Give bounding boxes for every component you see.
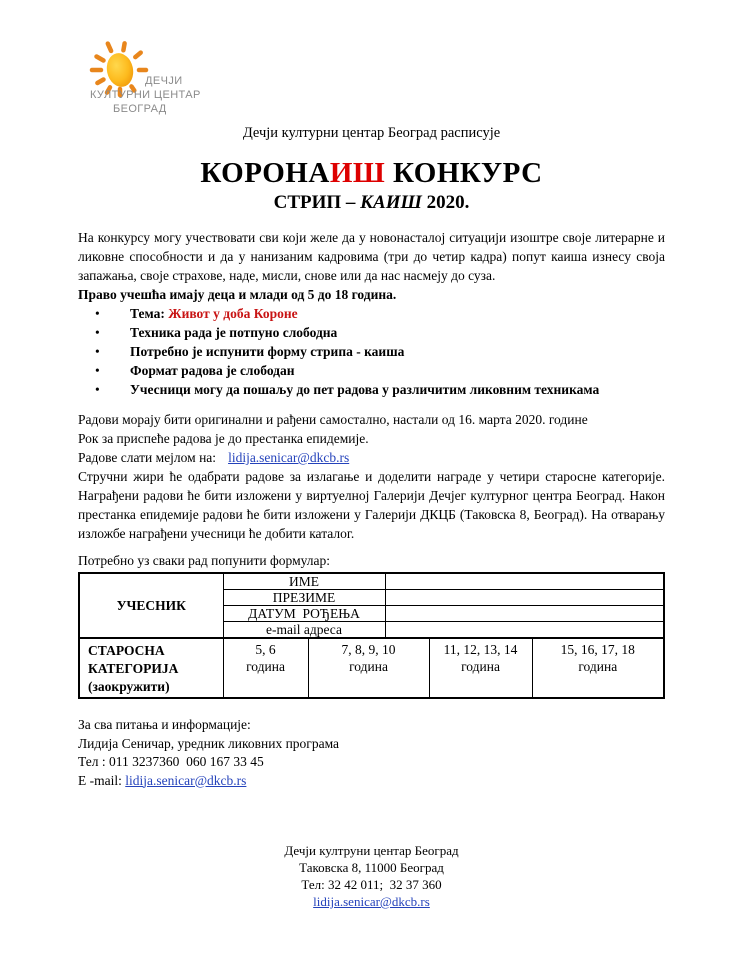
intro-paragraph: На конкурсу могу учествовати сви који желе да у новонасталој ситуацији изоштре своје литерарне и ликовне способности и да у нанизаним кадровима (три до четир кадра) попут каиша изнесу своја запажања, своје страхове, наде, мисли, снове или да нас насмеју до суза.	[78, 230, 665, 283]
age-group-cell	[429, 638, 532, 697]
logo-line-2: КУЛТУРНИ ЦЕНТАР	[90, 89, 201, 101]
age-category-table	[80, 637, 663, 697]
field-label-cell: ДАТУМ РОЂЕЊА	[223, 606, 385, 622]
list-item-theme	[78, 304, 665, 323]
footer-line-1: Дечји култруни центар Београд	[284, 843, 459, 858]
age-group-unit: година	[461, 658, 500, 674]
age-group-cell	[532, 638, 663, 697]
title-part-black-2: КОНКУРС	[385, 157, 543, 189]
list-item-text: Потребно је испунити форму стрипа - каиша	[130, 344, 405, 359]
field-label-cell: e-mail адреса	[223, 622, 385, 638]
submission-info	[78, 410, 665, 467]
contact-line-2: Лидија Сеничар, уредник ликовних програма	[78, 735, 340, 751]
age-group-unit: година	[578, 658, 618, 674]
age-group-cell	[223, 638, 308, 697]
footer-line-2: Таковска 8, 11000 Београд	[299, 860, 444, 875]
title-part-black-1: КОРОНА	[200, 157, 330, 189]
age-category-label-line: (заокружити)	[88, 679, 170, 694]
field-value-cell	[385, 590, 663, 606]
list-item-text: Техника рада је потпуно слободна	[130, 325, 338, 340]
eligibility-heading: Право учешћа имају деца и млади од 5 до 18 година.	[78, 287, 397, 302]
participant-header-cell: УЧЕСНИК	[80, 574, 223, 637]
list-item	[78, 342, 665, 361]
bullet-icon: •	[95, 363, 100, 378]
submission-email-label: Радове слати мејлом на:	[78, 450, 217, 465]
contest-title	[78, 155, 665, 191]
list-item-text: Формат радова је слободан	[130, 363, 295, 378]
list-item	[78, 323, 665, 342]
theme-value: Живот у доба Короне	[168, 306, 298, 321]
field-value-cell	[385, 622, 663, 638]
bullet-icon: •	[95, 325, 100, 340]
bullet-icon: •	[95, 382, 100, 397]
age-group-ages: 5, 6	[255, 642, 276, 657]
list-item	[78, 380, 665, 399]
bullet-icon: •	[95, 344, 100, 359]
rules-list	[78, 304, 665, 399]
jury-paragraph: Стручни жири ће одабрати радове за излагање и доделити награде у четири старосне категорије. Награђени радови ће бити изложени у виртуелној Галерији Дечјег културног центра Београд. Након престанка епидемије радови ће бити изложени у Галерији ДКЦБ (Таковска 8, Београд). На отварању изложбе награђени учесници ће добити каталог.	[78, 469, 665, 541]
contact-email-line	[78, 772, 665, 791]
field-value-cell	[385, 574, 663, 590]
contact-line-1: За сва питања и информације:	[78, 717, 251, 732]
age-group-ages: 7, 8, 9, 10	[341, 642, 396, 657]
participant-table	[80, 574, 663, 637]
contact-phone-line: Тел : 011 3237360 060 167 33 45	[78, 754, 264, 769]
footer-email-line	[78, 893, 665, 910]
age-group-unit: година	[246, 658, 285, 674]
contact-info	[78, 716, 665, 790]
submission-line-2: Рок за приспеће радова је до престанка епидемије.	[78, 431, 369, 446]
list-item	[78, 361, 665, 380]
table-row	[80, 574, 663, 590]
title-part-red: ИШ	[329, 157, 386, 189]
subtitle-part-3: 2020.	[421, 192, 470, 213]
age-group-cell	[308, 638, 429, 697]
logo-line-3: БЕОГРАД	[113, 103, 167, 115]
submission-line-1: Радови морају бити оригинални и рађени самостално, настали од 16. марта 2020. године	[78, 412, 588, 427]
field-label-cell: ПРЕЗИМЕ	[223, 590, 385, 606]
contact-email-label: Е -mail:	[78, 772, 126, 788]
list-item-text: Учесници могу да пошаљу до пет радова у различитим ликовним техникама	[130, 382, 600, 397]
age-group-ages: 11, 12, 13, 14	[443, 642, 518, 657]
footer	[78, 842, 665, 910]
age-category-header-cell	[80, 638, 223, 697]
application-form-table	[78, 572, 665, 699]
age-category-label-line: СТАРОСНА	[88, 643, 165, 658]
footer-email-link[interactable]: lidija.senicar@dkcb.rs	[313, 894, 430, 909]
form-intro: Потребно уз сваки рад попунити формулар:	[78, 553, 330, 568]
field-label-cell: ИМЕ	[223, 574, 385, 590]
bullet-icon: •	[95, 306, 100, 321]
theme-label: Тема:	[130, 306, 169, 321]
age-category-label-line: КАТЕГОРИЈА	[88, 661, 179, 676]
logo-line-1: ДЕЧЈИ	[145, 75, 183, 87]
submission-email-link[interactable]: lidija.senicar@dkcb.rs	[228, 450, 350, 465]
subtitle-part-1: СТРИП –	[273, 192, 361, 213]
age-group-ages: 15, 16, 17, 18	[560, 642, 635, 657]
contact-email-link[interactable]: lidija.senicar@dkcb.rs	[125, 772, 247, 788]
table-row	[80, 638, 663, 697]
field-value-cell	[385, 606, 663, 622]
contest-subtitle	[78, 191, 665, 215]
subtitle-italic: КАИШ	[360, 192, 422, 213]
footer-phone-line: Тел: 32 42 011; 32 37 360	[301, 877, 442, 892]
age-group-unit: година	[349, 658, 388, 674]
announcer-line: Дечји културни центар Београд расписује	[242, 125, 501, 141]
submission-line-3	[78, 448, 665, 467]
